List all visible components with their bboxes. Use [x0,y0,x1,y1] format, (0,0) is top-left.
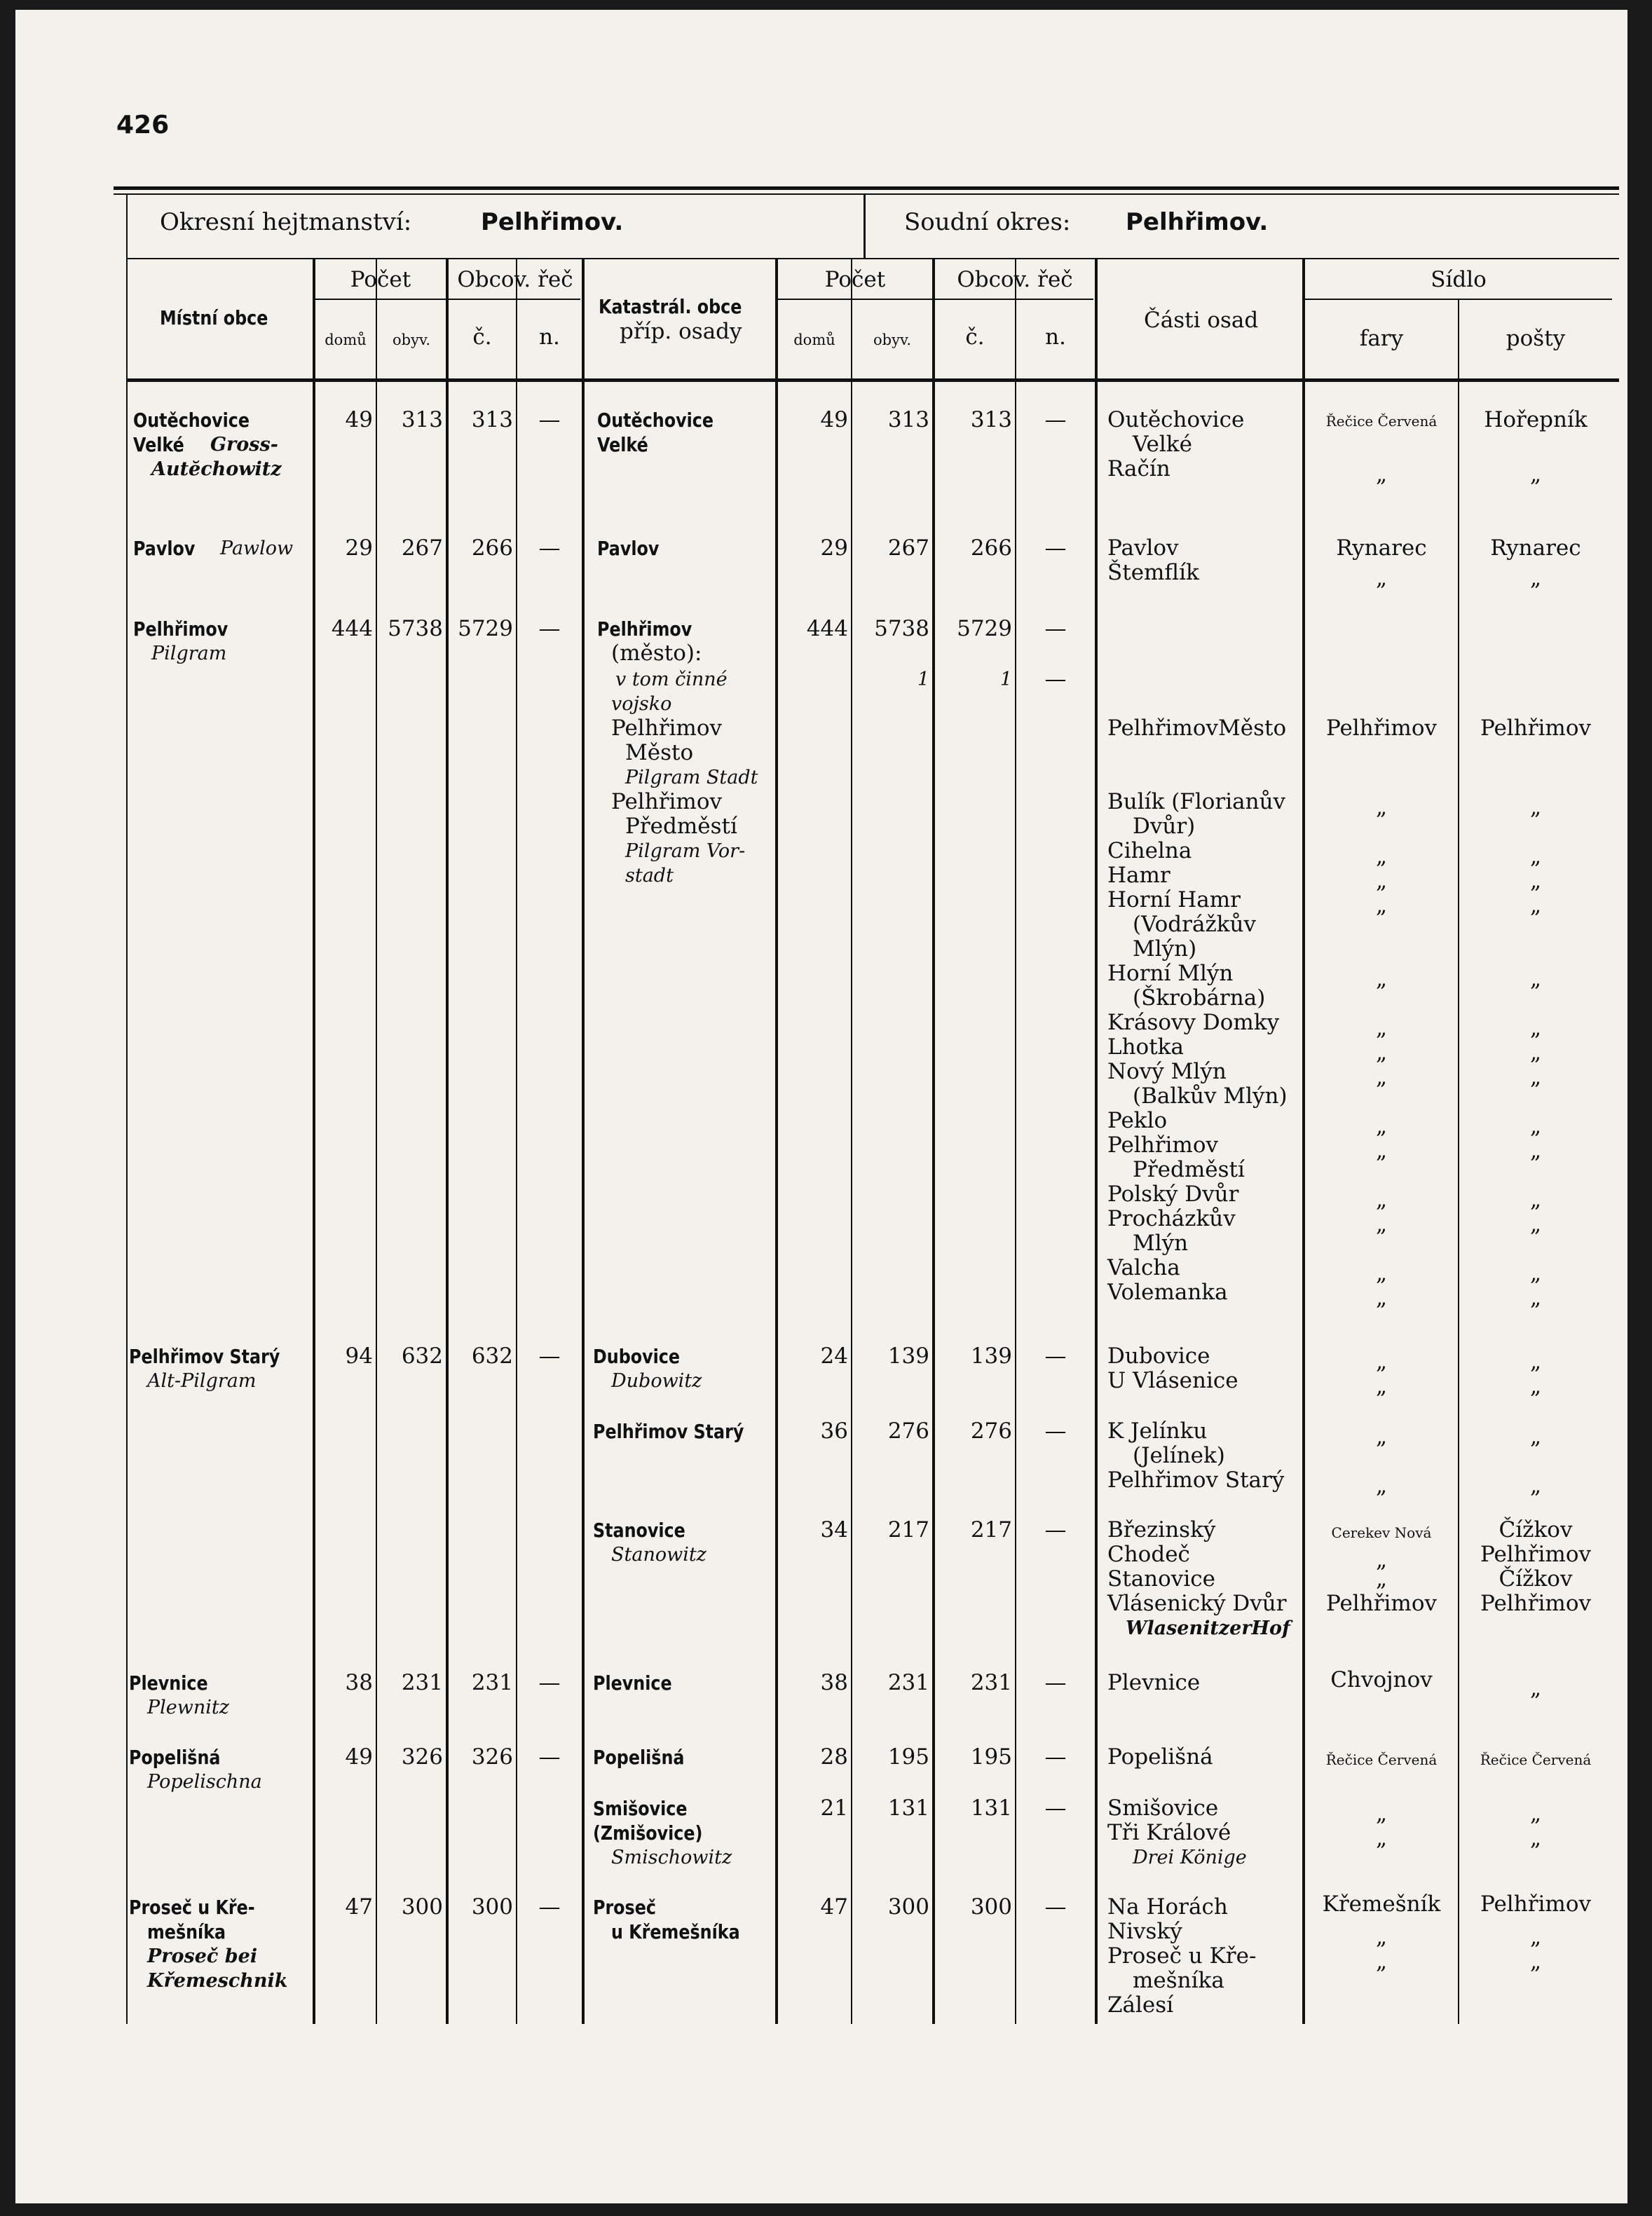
ditto: „ [1375,1566,1388,1592]
k-n-value: — [1044,1796,1067,1821]
col-n-2: n. [1045,324,1066,350]
col-posty: pošty [1506,326,1566,351]
ditto: „ [1529,1285,1542,1311]
k-domu-value: 38 [820,1670,848,1695]
ditto: „ [1529,1801,1542,1826]
cast-osady: Hamr [1107,863,1170,888]
ditto: „ [1375,795,1388,820]
cast-osady: Mlýn) [1133,936,1197,962]
col-sidlo: Sídlo [1431,267,1487,292]
ditto: „ [1375,1349,1388,1374]
posta: Rynarec [1490,535,1581,561]
ditto: „ [1529,1212,1542,1237]
obyv-value: 632 [401,1343,443,1369]
cast-osady: Lhotka [1107,1034,1184,1060]
k-n-value: — [1044,1418,1067,1444]
ditto: „ [1529,1424,1542,1449]
k-obyv-value: 217 [887,1517,929,1543]
ditto: „ [1529,566,1542,591]
cast-osady: (Jelínek) [1133,1443,1225,1468]
k-obyv-value: 300 [887,1894,929,1920]
fara: Řečice Červená [1325,413,1438,430]
katastr-osada-de: stadt [625,865,674,887]
katastr-obec: Pelhřimov [597,617,692,641]
cast-osady-de: WlasenitzerHof [1126,1617,1290,1639]
mistni-obec: mešníka [147,1920,226,1943]
ditto: „ [1375,566,1388,591]
k-n-value: — [1044,1517,1067,1543]
ditto: „ [1375,1924,1388,1950]
cast-osady: Zálesí [1107,1992,1174,2018]
katastr-obec-de: Stanowitz [611,1544,706,1566]
katastr-obec-de: Dubowitz [611,1370,702,1392]
ditto: „ [1375,1826,1388,1851]
cast-osady: Mlýn [1133,1231,1189,1256]
fara: Křemešník [1322,1892,1441,1917]
col-fary: fary [1359,326,1404,351]
domu-value: 47 [345,1894,373,1920]
ditto: „ [1375,462,1388,487]
cast-osady: Horní Hamr [1107,887,1241,912]
ditto: „ [1529,868,1542,894]
ditto: „ [1529,1261,1542,1286]
soudni-value: Pelhřimov. [1126,208,1269,236]
k-c-value: 195 [970,1744,1012,1770]
katastr-obec: Pavlov [597,537,660,560]
k-domu-value: 34 [820,1517,848,1543]
mistni-obec-de: Plewnitz [147,1697,229,1718]
k-c-value: 300 [970,1894,1012,1920]
mistni-obec-de: Gross- [210,434,278,456]
mistni-obec-de: Pawlow [220,538,294,559]
domu-value: 49 [345,407,373,432]
fara: Pelhřimov [1326,1591,1437,1616]
k-n-value: — [1044,1670,1067,1695]
ditto: „ [1529,966,1542,992]
cast-osady: Předměstí [1133,1157,1245,1182]
posta: Čížkov [1499,1517,1573,1543]
cast-osady: Pavlov [1107,535,1179,561]
katastr-note: vojsko [611,693,672,715]
k-c-value: 266 [970,535,1012,561]
c-value: 300 [471,1894,513,1920]
n-value: — [538,1670,561,1695]
col-mistni-obce: Místní obce [160,306,268,329]
rule [126,258,1619,259]
k-domu-value: 21 [820,1796,848,1821]
katastr-osada-de: Pilgram Vor- [625,840,746,862]
ditto: „ [1529,893,1542,918]
ditto: „ [1529,1374,1542,1399]
mistni-obec: Velké [133,433,184,456]
ditto: „ [1375,1547,1388,1573]
cast-osady: mešníka [1133,1968,1224,1993]
page-number: 426 [116,111,170,139]
ditto: „ [1529,1015,1542,1041]
domu-value: 444 [331,616,373,641]
k-c-value: 1 [999,669,1012,690]
n-value: — [538,1744,561,1770]
posta: Pelhřimov [1480,1892,1591,1917]
mistni-obec-de: Pilgram [151,643,227,664]
posta: Řečice Červená [1480,1751,1592,1768]
col-domu-2: domů [793,331,835,348]
katastr-obec: u Křemešníka [611,1920,740,1943]
cast-osady: Březinský [1107,1517,1216,1543]
katastr-note: v tom činné [615,669,728,690]
obyv-value: 300 [401,1894,443,1920]
col-pocet-2: Počet [824,267,886,292]
k-n-value: — [1044,407,1067,432]
col-domu: domů [325,331,367,348]
mistni-obec-de: Proseč bei [147,1945,258,1967]
cast-osady: Smišovice [1107,1796,1219,1821]
rule [777,299,1093,300]
col-c-2: č. [965,324,985,350]
fara: Pelhřimov [1326,716,1437,741]
cast-osady: Dubovice [1107,1343,1210,1369]
mistni-obec: Popelišná [129,1746,221,1769]
cast-osady: Stanovice [1107,1566,1215,1592]
k-c-value: 276 [970,1418,1012,1444]
ditto: „ [1375,1138,1388,1163]
posta: Pelhřimov [1480,716,1591,741]
katastr-obec: Proseč [593,1896,656,1919]
cast-osady: Pelhřimov Starý [1107,1468,1285,1493]
cast-osady: Tři Králové [1107,1820,1231,1845]
k-obyv-value: 5738 [874,616,929,641]
obyv-value: 313 [401,407,443,432]
posta: Pelhřimov [1480,1542,1591,1567]
k-n-value: — [1044,1343,1067,1369]
cast-osady: Vlásenický Dvůr [1107,1591,1287,1616]
ditto: „ [1529,1949,1542,1974]
cast-osady: Na Horách [1107,1894,1228,1920]
k-c-value: 313 [970,407,1012,432]
ditto: „ [1375,1801,1388,1826]
katastr-obec: (Zmišovice) [593,1821,703,1845]
ditto: „ [1375,893,1388,918]
k-c-value: 217 [970,1517,1012,1543]
k-n-value: — [1044,1894,1067,1920]
c-value: 632 [471,1343,513,1369]
fara: Řečice Červená [1325,1751,1438,1768]
rule [1095,259,1098,2024]
k-domu-value: 29 [820,535,848,561]
katastr-obec: Outěchovice [597,409,714,432]
katastr-obec: Popelišná [593,1746,685,1769]
mistni-obec-de: Autĕchowitz [151,458,282,480]
ditto: „ [1375,1473,1388,1498]
cast-osady: (Vodrážkův [1133,912,1257,937]
ditto: „ [1529,1349,1542,1374]
cast-osady: Pelhřimov [1107,1133,1218,1158]
cast-osady: Cihelna [1107,838,1192,863]
ditto: „ [1375,1261,1388,1286]
cast-osady: Volemanka [1107,1280,1228,1305]
katastr-osada: Město [625,740,694,765]
mistni-obec-de: Alt-Pilgram [147,1370,257,1392]
okres-value: Pelhřimov. [481,208,624,236]
c-value: 231 [471,1670,513,1695]
ditto: „ [1529,844,1542,869]
cast-osady: Outěchovice [1107,407,1245,432]
c-value: 326 [471,1744,513,1770]
ditto: „ [1375,966,1388,992]
cast-osady: Popelišná [1107,1744,1213,1770]
fara: Chvojnov [1330,1667,1433,1692]
mistni-obec: Proseč u Kře- [129,1896,255,1919]
cast-osady: Nový Mlýn [1107,1059,1227,1084]
fara: Rynarec [1336,535,1427,561]
mistni-obec: Outěchovice [133,409,250,432]
ditto: „ [1375,1374,1388,1399]
cast-osady: Peklo [1107,1108,1168,1133]
posta: Pelhřimov [1480,1591,1591,1616]
katastr-obec: Pelhřimov Starý [593,1420,744,1443]
col-n: n. [539,324,560,350]
obyv-value: 267 [401,535,443,561]
col-pocet: Počet [350,267,411,292]
k-n-value: — [1044,1744,1067,1770]
k-obyv-value: 1 [917,669,929,690]
k-obyv-value: 231 [887,1670,929,1695]
katastr-osada: Pelhřimov [611,716,722,741]
col-obcov-rec-2: Obcov. řeč [957,267,1073,292]
k-n-value: — [1044,616,1067,641]
ditto: „ [1529,1114,1542,1139]
okres-label: Okresní hejtmanství: [160,208,412,236]
c-value: 313 [471,407,513,432]
cast-osady: (Balkův Mlýn) [1133,1083,1288,1109]
k-obyv-value: 267 [887,535,929,561]
col-casti-osad: Části osad [1144,308,1259,333]
katastr-obec: Velké [597,433,648,456]
mistni-obec-de: Křemeschnik [147,1970,288,1992]
fara: Cerekev Nová [1331,1524,1432,1541]
ditto: „ [1529,1138,1542,1163]
katastr-obec: Stanovice [593,1519,685,1542]
n-value: — [538,535,561,561]
k-obyv-value: 139 [887,1343,929,1369]
ditto: „ [1529,1924,1542,1950]
cast-osady: K Jelínku [1107,1418,1208,1444]
cast-osady: PelhřimovMěsto [1107,716,1287,741]
k-domu-value: 36 [820,1418,848,1444]
katastr-obec: (město): [611,641,702,666]
katastr-osada: Pelhřimov [611,789,722,814]
domu-value: 94 [345,1343,373,1369]
obyv-value: 231 [401,1670,443,1695]
ditto: „ [1375,1949,1388,1974]
katastr-osada: Předměstí [625,814,737,839]
ditto: „ [1529,462,1542,487]
cast-osady: Horní Mlýn [1107,961,1234,986]
cast-osady: Nivský [1107,1919,1182,1944]
ditto: „ [1529,795,1542,820]
ditto: „ [1375,1212,1388,1237]
ditto: „ [1375,1015,1388,1041]
k-domu-value: 444 [806,616,848,641]
cast-osady: Chodeč [1107,1542,1190,1567]
k-c-value: 231 [970,1670,1012,1695]
cast-osady: Bulík (Florianův [1107,789,1286,814]
ditto: „ [1375,1187,1388,1212]
col-katastr-2: příp. osady [620,319,742,344]
katastr-obec: Dubovice [593,1345,681,1368]
c-value: 5729 [458,616,513,641]
ditto: „ [1529,1826,1542,1851]
mistni-obec: Pelhřimov Starý [129,1345,280,1368]
ditto: „ [1529,1676,1542,1701]
mistni-obec-de: Popelischna [147,1771,262,1793]
rule [376,259,377,2024]
cast-osady: Velké [1133,432,1192,457]
k-obyv-value: 131 [887,1796,929,1821]
col-obyv: obyv. [392,331,430,348]
domu-value: 29 [345,535,373,561]
mistni-obec: Pelhřimov [133,617,228,641]
rule [126,195,128,2024]
ditto: „ [1529,1473,1542,1498]
k-n-value: — [1044,666,1067,692]
n-value: — [538,616,561,641]
cast-osady: Polský Dvůr [1107,1182,1239,1207]
posta: Čížkov [1499,1566,1573,1592]
k-obyv-value: 313 [887,407,929,432]
domu-value: 49 [345,1744,373,1770]
cast-osady: (Škrobárna) [1133,985,1266,1011]
col-katastr-1: Katastrál. obce [599,295,742,318]
n-value: — [538,1343,561,1369]
c-value: 266 [471,535,513,561]
k-domu-value: 24 [820,1343,848,1369]
rule [126,378,1619,382]
ditto: „ [1529,1040,1542,1065]
k-domu-value: 28 [820,1744,848,1770]
col-obyv-2: obyv. [873,331,911,348]
ditto: „ [1375,1424,1388,1449]
cast-osady: Plevnice [1107,1670,1201,1695]
k-domu-value: 47 [820,1894,848,1920]
ditto: „ [1375,1065,1388,1090]
cast-osady: Proseč u Kře- [1107,1943,1257,1969]
domu-value: 38 [345,1670,373,1695]
rule [582,259,585,2024]
col-c: č. [472,324,492,350]
rule [114,193,1619,195]
cast-osady: Dvůr) [1133,814,1196,839]
mistni-obec: Plevnice [129,1671,208,1695]
rule [863,195,866,259]
k-obyv-value: 195 [887,1744,929,1770]
ditto: „ [1375,844,1388,869]
ditto: „ [1529,1187,1542,1212]
katastr-obec: Smišovice [593,1797,688,1820]
ditto: „ [1529,1065,1542,1090]
ditto: „ [1375,1285,1388,1311]
k-c-value: 5729 [957,616,1012,641]
k-domu-value: 49 [820,407,848,432]
obyv-value: 5738 [388,616,443,641]
ditto: „ [1375,1114,1388,1139]
obyv-value: 326 [401,1744,443,1770]
katastr-obec-de: Smischowitz [611,1847,732,1868]
k-c-value: 139 [970,1343,1012,1369]
cast-osady: Štemflík [1107,560,1199,585]
col-obcov-rec: Obcov. řeč [457,267,573,292]
cast-osady: Račín [1107,456,1170,481]
k-n-value: — [1044,535,1067,561]
n-value: — [538,1894,561,1920]
k-obyv-value: 276 [887,1418,929,1444]
cast-osady: U Vlásenice [1107,1368,1238,1393]
cast-osady: Valcha [1107,1255,1180,1280]
katastr-osada-de: Pilgram Stadt [625,767,758,788]
ditto: „ [1375,1040,1388,1065]
cast-osady-de: Drei Könige [1133,1847,1247,1868]
mistni-obec: Pavlov [133,537,196,560]
n-value: — [538,407,561,432]
posta: Hořepník [1484,407,1588,432]
katastr-obec: Plevnice [593,1671,672,1695]
rule [114,186,1619,190]
soudni-label: Soudní okres: [904,208,1071,236]
cast-osady: Krásovy Domky [1107,1010,1280,1035]
k-c-value: 131 [970,1796,1012,1821]
cast-osady: Procházkův [1107,1206,1236,1231]
ditto: „ [1375,868,1388,894]
